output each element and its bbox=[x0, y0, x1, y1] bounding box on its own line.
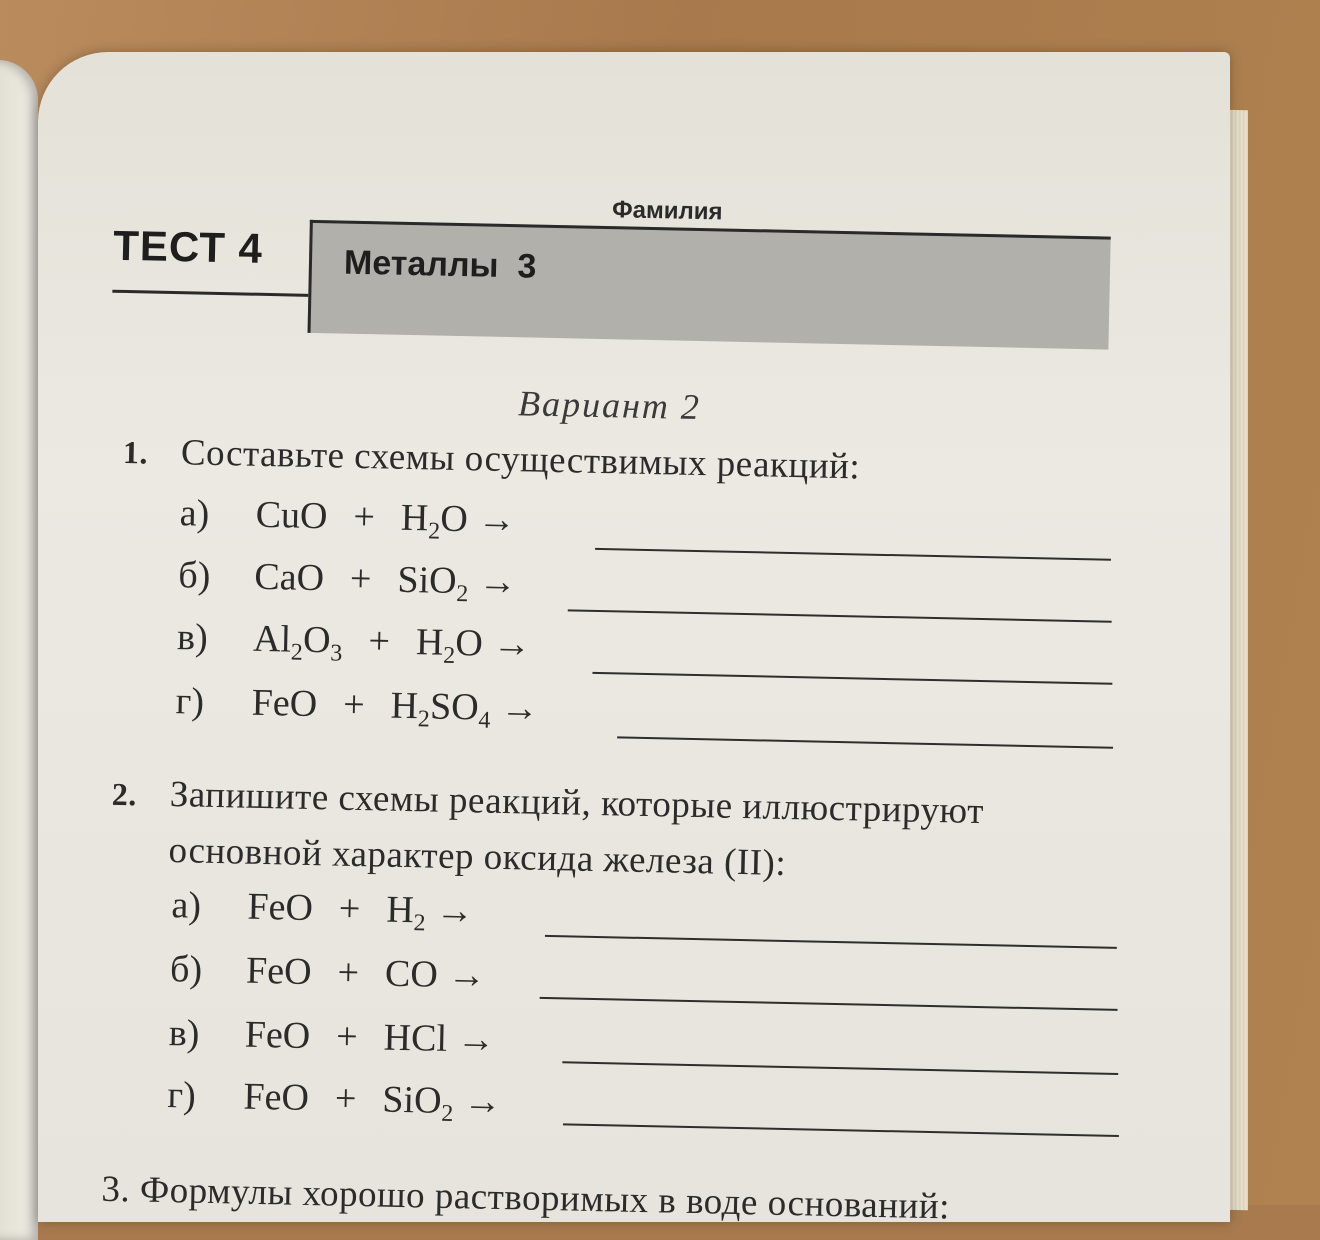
task-2-text-line-1: Запишите схемы реакций, которые иллюстрируют bbox=[169, 774, 985, 833]
plus-sign: + bbox=[334, 1077, 357, 1121]
arrow: → bbox=[463, 1080, 502, 1124]
answer-line-1c[interactable] bbox=[592, 672, 1112, 685]
reagent-1: CaO bbox=[253, 555, 325, 600]
task-1-text: Составьте схемы осуществимых реакций: bbox=[180, 432, 861, 488]
plus-sign: + bbox=[335, 1015, 359, 1059]
answer-line-1b[interactable] bbox=[568, 609, 1112, 622]
item-letter: б) bbox=[169, 948, 203, 991]
task-2 bbox=[110, 770, 984, 892]
task-1-item-d bbox=[175, 679, 539, 736]
task-2-item-d bbox=[167, 1073, 502, 1129]
item-letter: а) bbox=[179, 492, 210, 535]
answer-line-2c[interactable] bbox=[562, 1061, 1118, 1075]
task-2-number: 2. bbox=[111, 775, 138, 813]
reagent-1: $Al_2O_3$ bbox=[252, 617, 343, 667]
arrow: → bbox=[492, 622, 532, 666]
reagent-2: $H_2$ bbox=[385, 888, 426, 937]
item-letter: г) bbox=[167, 1074, 197, 1117]
plus-sign: + bbox=[342, 683, 366, 727]
answer-line-2d[interactable] bbox=[563, 1123, 1119, 1137]
surname-label: Фамилия bbox=[611, 196, 723, 226]
task-1-item-b bbox=[178, 553, 517, 609]
plus-sign: + bbox=[337, 951, 360, 995]
reagent-2: CO bbox=[384, 952, 439, 996]
arrow: → bbox=[477, 498, 517, 542]
answer-line-2b[interactable] bbox=[540, 997, 1118, 1011]
task-2-item-c bbox=[168, 1011, 495, 1062]
arrow: → bbox=[456, 1018, 496, 1061]
reagent-2: $H_2O$ bbox=[415, 621, 484, 669]
test-number: ТЕСТ 4 bbox=[112, 221, 264, 272]
task-1-item-a bbox=[179, 491, 516, 547]
task-2-text-line-2: основной характер оксида железа (II): bbox=[168, 830, 787, 884]
item-letter: г) bbox=[175, 680, 205, 723]
item-letter: б) bbox=[177, 554, 211, 597]
plus-sign: + bbox=[338, 887, 361, 931]
task-1-number: 1. bbox=[122, 433, 149, 471]
answer-line-1d[interactable] bbox=[617, 736, 1113, 748]
topic-title: Металлы 3 bbox=[343, 243, 537, 286]
item-letter: в) bbox=[176, 616, 209, 659]
reagent-1: FeO bbox=[247, 885, 314, 930]
reagent-2: HCl bbox=[383, 1016, 448, 1060]
plus-sign: + bbox=[349, 557, 372, 601]
arrow: → bbox=[435, 889, 475, 933]
task-3-partial: 3. Формулы хорошо растворимых в воде оснований: bbox=[101, 1168, 951, 1228]
reagent-1: FeO bbox=[245, 949, 313, 994]
arrow: → bbox=[447, 953, 487, 997]
variant-title: Вариант 2 bbox=[517, 383, 702, 428]
reagent-2: $H_2O$ bbox=[400, 496, 469, 545]
arrow: → bbox=[478, 560, 518, 604]
test-underline bbox=[112, 290, 308, 297]
reagent-1: FeO bbox=[251, 681, 318, 726]
plus-sign: + bbox=[368, 620, 391, 663]
task-2-item-a bbox=[171, 883, 474, 938]
arrow: → bbox=[500, 686, 540, 730]
reagent-1: FeO bbox=[243, 1075, 310, 1120]
task-1-item-c bbox=[177, 615, 532, 671]
task-1 bbox=[122, 428, 860, 491]
answer-line-2a[interactable] bbox=[545, 935, 1117, 949]
item-letter: а) bbox=[171, 884, 202, 927]
task-2-item-b bbox=[170, 947, 487, 998]
answer-line-1a[interactable] bbox=[595, 548, 1111, 561]
reagent-2: $H_2SO_4$ bbox=[390, 684, 491, 734]
reagent-1: CuO bbox=[255, 493, 328, 538]
topic-band bbox=[308, 220, 1111, 350]
item-letter: в) bbox=[168, 1012, 200, 1055]
reagent-2: SiO$_2$ bbox=[381, 1078, 454, 1128]
reagent-2: SiO$_2$ bbox=[397, 558, 469, 608]
plus-sign: + bbox=[353, 495, 376, 539]
reagent-1: FeO bbox=[244, 1013, 311, 1058]
